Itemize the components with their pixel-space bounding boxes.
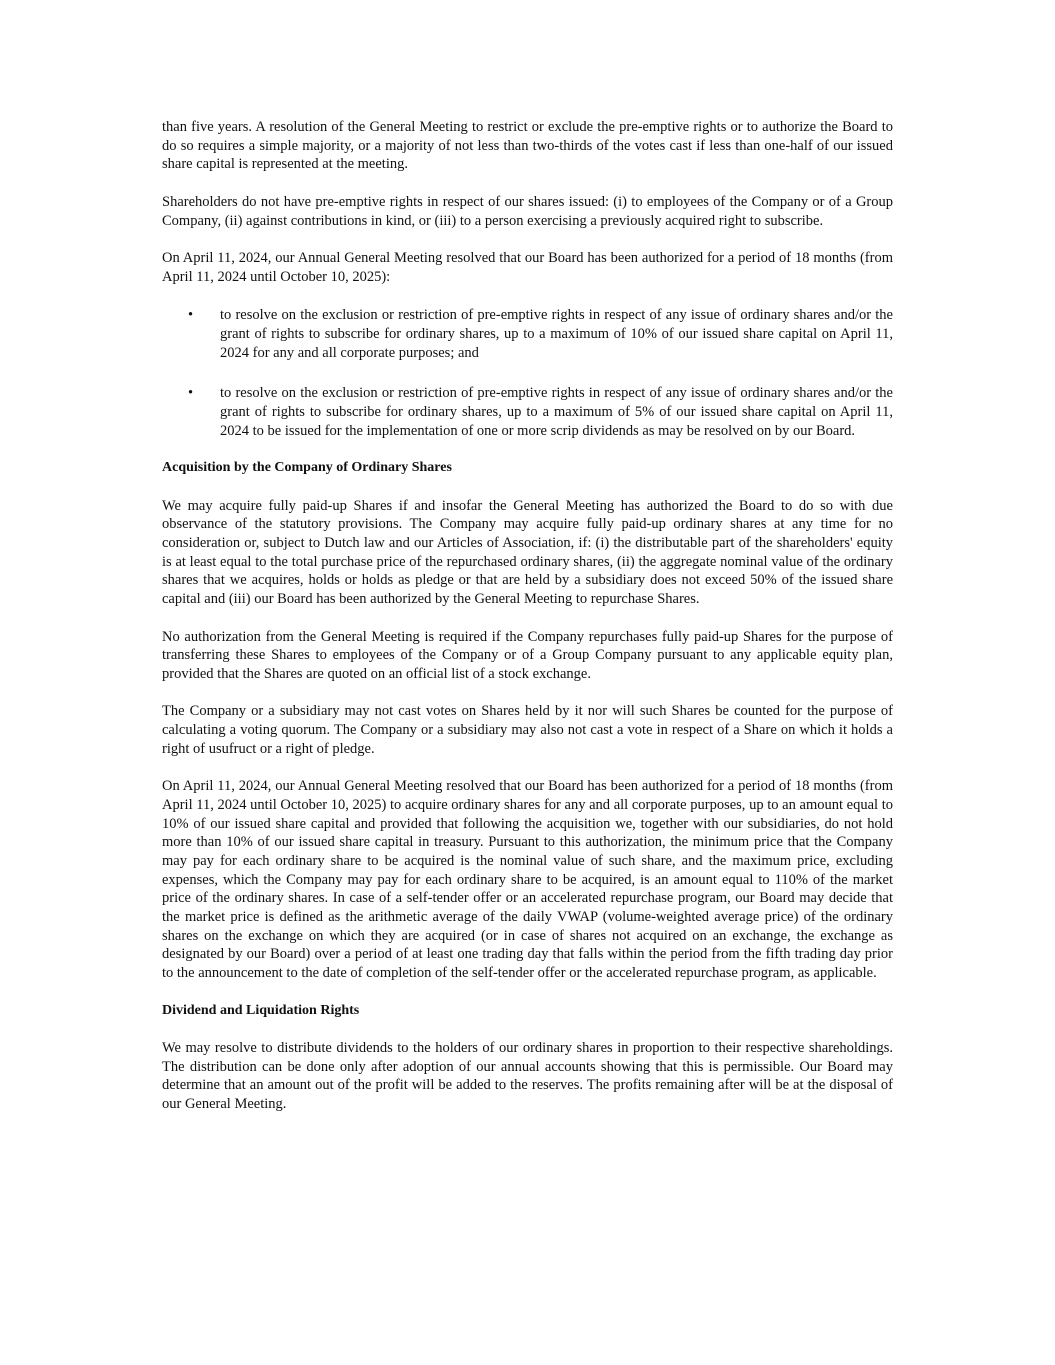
section-heading-dividend: Dividend and Liquidation Rights	[162, 1002, 360, 1018]
section-heading-acquisition: Acquisition by the Company of Ordinary Shares	[162, 460, 452, 476]
bullet-icon: •	[188, 307, 194, 324]
paragraph-agm-authorization: On April 11, 2024, our Annual General Meeting resolved that our Board has been authorized for a period of 18 months (from April 11, 2024 until October 10, 2025):	[162, 249, 893, 285]
paragraph-acquire-shares: We may acquire fully paid-up Shares if and insofar the General Meeting has authorized the Board to do so with due observance of the statutory provisions. The Company may acquire fully paid-up ordinary shares at any time for no consideration or, subject to Dutch law and our Articles of Association, if: (i) the distributable part of the shareholders' equity is at least equal to the total purchase price of the repurchased ordinary shares, (ii) the aggregate nominal value of the ordinary shares that we acquires, holds or holds as pledge or that are held by a subsidiary does not exceed 50% of the issued share capital and (iii) our Board has been authorized by the General Meeting to repurchase Shares.	[162, 497, 893, 608]
bullet-text-10-percent: to resolve on the exclusion or restriction of pre-emptive rights in respect of any issue of ordinary shares and/or the grant of rights to subscribe for ordinary shares, up to a maximum of 10% of our issued share capital on April 11, 2024 for any and all corporate purposes; and	[220, 307, 893, 361]
paragraph-no-authorization: No authorization from the General Meeting is required if the Company repurchases fully paid-up Shares for the purpose of transferring these Shares to employees of the Company or of a Group Company pursuant to any applicable equity plan, provided that the Shares are quoted on an official list of a stock exchange.	[162, 628, 893, 682]
list-item	[162, 384, 893, 440]
list-item	[162, 306, 893, 362]
document-page	[162, 118, 893, 1114]
paragraph-voting-quorum: The Company or a subsidiary may not cast votes on Shares held by it nor will such Shares be counted for the purpose of calculating a voting quorum. The Company or a subsidiary may also not cast a vote in respect of a Share on which it holds a right of usufruct or a right of pledge.	[162, 703, 893, 757]
paragraph-repurchase-authorization: On April 11, 2024, our Annual General Meeting resolved that our Board has been authorized for a period of 18 months (from April 11, 2024 until October 10, 2025) to acquire ordinary shares for any and all corporate purposes, up to an amount equal to 10% of our issued share capital and provided that following the acquisition we, together with our subsidiaries, do not hold more than 10% of our issued share capital in treasury. Pursuant to this authorization, the minimum price that the Company may pay for each ordinary share to be acquired is the nominal value of such share, and the maximum price, excluding expenses, which the Company may pay for each ordinary share to be acquired, is an amount equal to 110% of the market price of the ordinary shares. In case of a self-tender offer or an accelerated repurchase program, our Board may decide that the market price is defined as the arithmetic average of the daily VWAP (volume-weighted average price) of the ordinary shares on the exchange on which they are acquired (or in case of shares not acquired on an exchange, the exchange as designated by our Board) over a period of at least one trading day that falls within the period from the fifth trading day prior to the announcement to the date of completion of the self-tender offer or the accelerated repurchase program, as applicable.	[162, 778, 893, 982]
bullet-text-5-percent: to resolve on the exclusion or restriction of pre-emptive rights in respect of any issue of ordinary shares and/or the grant of rights to subscribe for ordinary shares, up to a maximum of 5% of our issued share capital on April 11, 2024 to be issued for the implementation of one or more scrip dividends as may be resolved on by our Board.	[220, 385, 893, 439]
paragraph-pre-emptive-resolution: than five years. A resolution of the General Meeting to restrict or exclude the pre-emptive rights or to authorize the Board to do so requires a simple majority, or a majority of not less than two-thirds of the votes cast if less than one-half of our issued share capital is represented at the meeting.	[162, 119, 893, 173]
paragraph-no-pre-emptive-rights: Shareholders do not have pre-emptive rights in respect of our shares issued: (i) to employees of the Company or of a Group Company, (ii) against contributions in kind, or (iii) to a person exercising a previously acquired right to subscribe.	[162, 193, 893, 229]
bullet-icon: •	[188, 385, 194, 402]
paragraph-dividends: We may resolve to distribute dividends to the holders of our ordinary shares in proportion to their respective shareholdings. The distribution can be done only after adoption of our annual accounts showing that this is permissible. Our Board may determine that an amount out of the profit will be added to the reserves. The profits remaining after will be at the disposal of our General Meeting.	[162, 1039, 893, 1113]
authorization-bullet-list	[162, 306, 893, 440]
